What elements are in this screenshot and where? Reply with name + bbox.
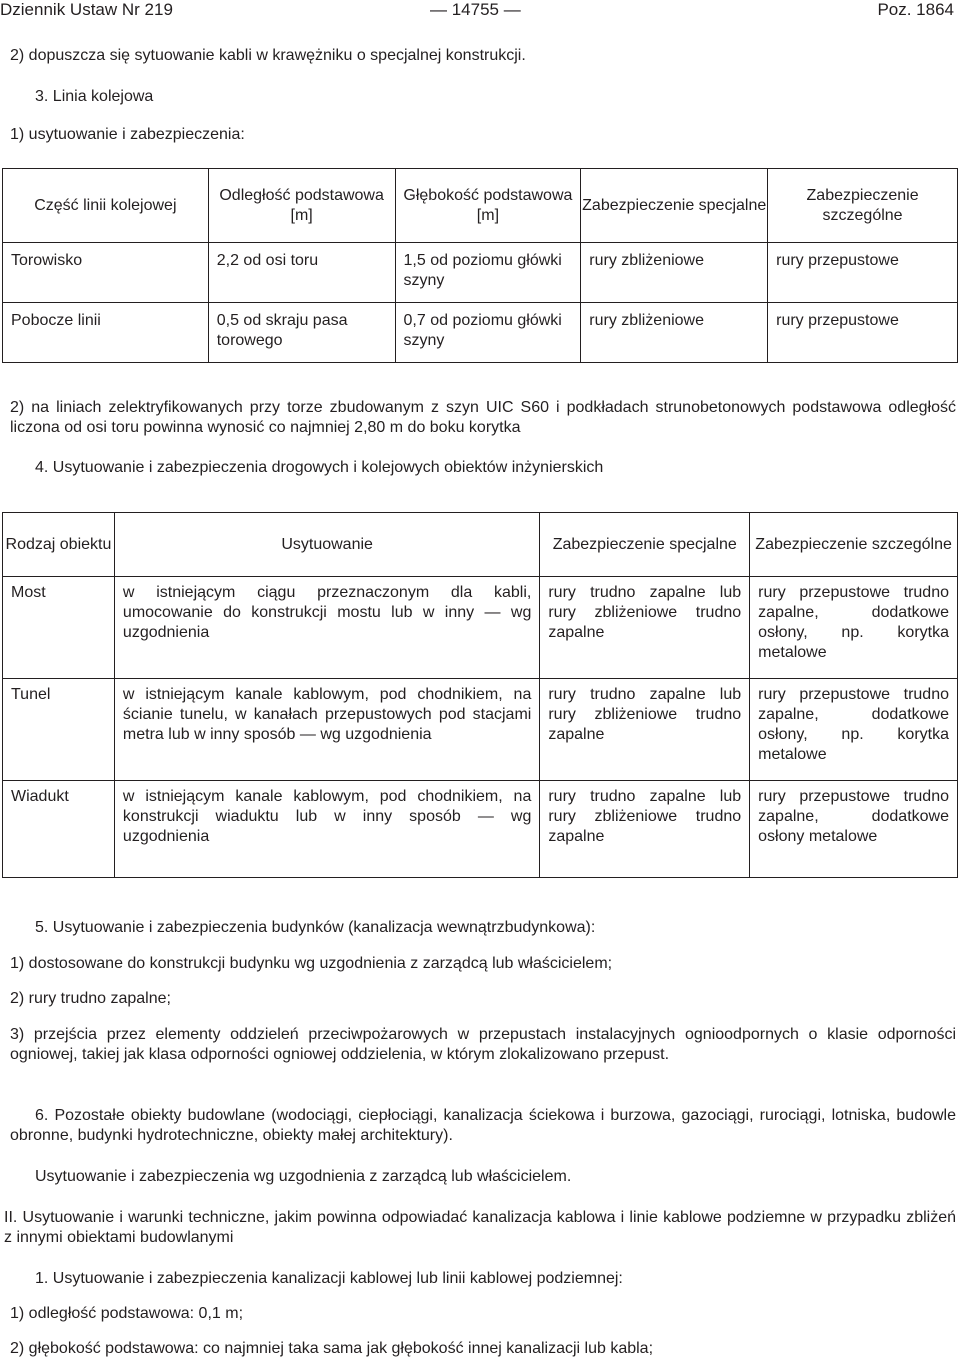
journal-title: Dziennik Ustaw Nr 219	[0, 0, 173, 19]
header-cell: Usytuowanie	[114, 513, 539, 577]
header-cell: Część linii kolejowej	[3, 169, 209, 243]
header-cell: Odległość podstawowa [m]	[208, 169, 395, 243]
section-5-item: 2) rury trudno zapalne;	[10, 990, 171, 1007]
table-row	[3, 679, 958, 781]
position-number: Poz. 1864	[877, 0, 954, 19]
header-cell: Zabezpieczenie specjalne	[581, 169, 768, 243]
table-cell: Most	[3, 577, 115, 679]
table-cell: rury trudno zapalne lub rury zbliżeniowe trudno zapalne	[540, 679, 750, 781]
table-cell: 2,2 od osi toru	[208, 243, 395, 303]
section-6-note: Usytuowanie i zabezpieczenia wg uzgodnienia z zarządcą lub właścicielem.	[35, 1168, 572, 1185]
table-cell: Tunel	[3, 679, 115, 781]
table-cell: 0,7 od poziomu główki szyny	[395, 303, 581, 363]
table-cell: rury przepustowe	[768, 243, 958, 303]
table-cell: Pobocze linii	[3, 303, 209, 363]
section-II-item: 1) odległość podstawowa: 0,1 m;	[10, 1305, 244, 1322]
table-row	[3, 243, 958, 303]
section-II-text: II. Usytuowanie i warunki techniczne, jakim powinna odpowiadać kanalizacja kablowa i linie kablowe podziemne w przypadku zbliżeń z innymi obiektami budowlanymi	[4, 1209, 956, 1246]
table-cell: rury trudno zapalne lub rury zbliżeniowe trudno zapalne	[540, 577, 750, 679]
table-row	[3, 577, 958, 679]
table-cell: Wiadukt	[3, 781, 115, 878]
table-row	[3, 781, 958, 878]
table-cell: w istniejącym kanale kablowym, pod chodnikiem, na konstrukcji wiaduktu lub w inny sposób — wg uzgodnienia	[114, 781, 539, 878]
header-cell: Zabezpieczenie szczególne	[768, 169, 958, 243]
section-II-subtitle: 1. Usytuowanie i zabezpieczenia kanalizacji kablowej lub linii kablowej podziemnej:	[35, 1270, 623, 1287]
table-cell: Torowisko	[3, 243, 209, 303]
page-number: — 14755 —	[430, 0, 521, 19]
table-cell: w istniejącym ciągu przeznaczonym dla kabli, umocowanie do konstrukcji mostu lub w inny — wg uzgodnienia	[114, 577, 539, 679]
railway-note: 2) na liniach zelektryfikowanych przy torze zbudowanym z szyn UIC S60 i podkładach strunobetonowych podstawowa odległość liczona od osi toru powinna wynosić co najmniej 2,80 m do boku korytka	[10, 399, 956, 436]
table-cell: rury trudno zapalne lub rury zbliżeniowe trudno zapalne	[540, 781, 750, 878]
table-cell: rury przepustowe trudno zapalne, dodatkowe osłony metalowe	[750, 781, 958, 878]
table-cell: 1,5 od poziomu główki szyny	[395, 243, 581, 303]
header-cell: Głębokość podstawowa [m]	[395, 169, 581, 243]
section-II-item: 2) głębokość podstawowa: co najmniej taka sama jak głębokość innej kanalizacji lub kabla;	[10, 1340, 654, 1357]
header-cell: Zabezpieczenie specjalne	[540, 513, 750, 577]
table-cell: rury zbliżeniowe	[581, 303, 768, 363]
top-line: 2) dopuszcza się sytuowanie kabli w krawężniku o specjalnej konstrukcji.	[10, 47, 526, 64]
section-5-item: 1) dostosowane do konstrukcji budynku wg uzgodnienia z zarządcą lub właścicielem;	[10, 955, 613, 972]
section-3-subtitle: 1) usytuowanie i zabezpieczenia:	[10, 126, 245, 143]
page-header	[0, 0, 960, 22]
section-6-text: 6. Pozostałe obiekty budowlane (wodociągi, ciepłociągi, kanalizacja ściekowa i burzowa, gazociągi, rurociągi, lotniska, budowle obronne, budynki hydrotechniczne, obiekty małej architektury).	[10, 1107, 956, 1144]
table-cell: rury zbliżeniowe	[581, 243, 768, 303]
engineering-objects-table	[2, 512, 958, 878]
table-row	[3, 303, 958, 363]
table-header-row	[3, 169, 958, 243]
table-cell: rury przepustowe trudno zapalne, dodatkowe osłony, np. korytka metalowe	[750, 679, 958, 781]
section-5-item: 3) przejścia przez elementy oddzieleń przeciwpożarowych w przepustach instalacyjnych ognioodpornych o klasie odporności ogniowej, takiej jak klasa odporności ogniowej oddzielenia, w którym zlokalizowano przepust.	[10, 1026, 956, 1063]
section-5-title: 5. Usytuowanie i zabezpieczenia budynków (kanalizacja wewnątrzbudynkowa):	[35, 919, 596, 936]
table-cell: 0,5 od skraju pasa torowego	[208, 303, 395, 363]
table-cell: w istniejącym kanale kablowym, pod chodnikiem, na ścianie tunelu, w kanałach przepustowych pod stacjami metra lub w inny sposób — wg uzgodnienia	[114, 679, 539, 781]
railway-table	[2, 168, 958, 363]
table-cell: rury przepustowe	[768, 303, 958, 363]
table-cell: rury przepustowe trudno zapalne, dodatkowe osłony, np. korytka metalowe	[750, 577, 958, 679]
header-cell: Rodzaj obiektu	[3, 513, 115, 577]
section-3-title: 3. Linia kolejowa	[35, 88, 154, 105]
header-cell: Zabezpieczenie szczególne	[750, 513, 958, 577]
section-4-title: 4. Usytuowanie i zabezpieczenia drogowych i kolejowych obiektów inżynierskich	[35, 459, 604, 476]
table-header-row	[3, 513, 958, 577]
